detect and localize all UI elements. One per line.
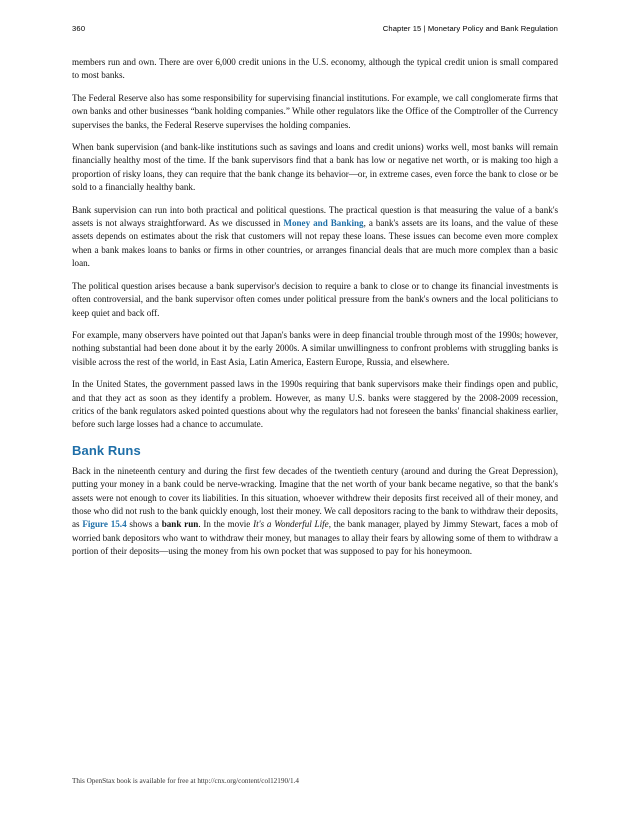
paragraph: In the United States, the government passed laws in the 1990s requiring that bank supervisors make their findings open and public, and that they act as soon as they identify a problem. However, as many U.S. banks were staggered by the 2008-2009 recession, critics of the bank regulators asked pointed questions about why the regulators had not foreseen the banks' financial shakiness earlier, before such large losses had a chance to accumulate. [72,379,558,430]
paragraph: members run and own. There are over 6,000 credit unions in the U.S. economy, although the typical credit union is small compared to most banks. [72,57,558,81]
paragraph: The political question arises because a bank supervisor's decision to require a bank to close or to change its financial investments is often controversial, and the bank supervisor often comes under political pressure from the bank's owners and the local politicians to keep quiet and back off. [72,280,558,318]
key-term-bank-run: bank run [161,519,199,530]
paragraph-text-part: , the bank manager, played by Jimmy Stewart, faces a mob of worried bank depositors who want to withdraw their money, but manages to allay their fears by allowing some of them to withdraw a portion of their deposits—using the money from his own pocket that was supposed to pay for his honeymoon. [72,519,558,557]
paragraph: For example, many observers have pointed out that Japan's banks were in deep financial trouble through most of the 1990s; however, nothing substantial had been done about it by the early 2000s. A similar unwillingness to confront problems with struggling banks is visible across the rest of the world, in East Asia, Latin America, Eastern Europe, Russia, and elsewhere. [72,329,558,367]
figure-15-4-link[interactable]: Figure 15.4 [82,519,127,530]
paragraph: The Federal Reserve also has some responsibility for supervising financial institutions. For example, we call conglomerate firms that own banks and other businesses “bank holding companies.” While other regulators like the Office of the Comptroller of the Currency supervises the banks, the Federal Reserve supervises the holding companies. [72,92,558,130]
chapter-label: Chapter 15 | Monetary Policy and Bank Regulation [382,24,558,33]
page-footer: This OpenStax book is available for free at http://cnx.org/content/col12190/1.4 [72,777,300,785]
paragraph-text-part: . In the movie [198,519,254,530]
paragraph-with-link [72,204,558,271]
money-and-banking-link[interactable]: Money and Banking [283,218,364,229]
paragraph: When bank supervision (and bank-like institutions such as savings and loans and credit unions) works well, most banks will remain financially healthy most of the time. If the bank supervisors find that a bank has low or negative net worth, or is making too high a proportion of risky loans, they can require that the bank change its behavior—or, in extreme cases, even force the bank to close or be sold to a financially healthy bank. [72,142,558,193]
paragraph-text-part: , a bank's assets are its loans, and the value of these assets depends on estimates about the risk that customers will not repay these loans. These issues can become even more complex when a bank makes loans to banks or firms in other countries, or arranges financial deals that are much more complex than a basic loan. [72,218,558,269]
paragraph-bank-runs [72,465,558,559]
movie-title: It's a Wonderful Life [253,519,329,530]
paragraph-text-part: Bank supervision can run into both practical and political questions. The practical question is that measuring the value of a bank's assets is not always straightforward. As we discussed in [72,204,558,229]
paragraph-text-part: shows a [126,519,162,530]
page-content [72,56,558,568]
section-heading-bank-runs: Bank Runs [72,442,141,458]
paragraph-text-part: Back in the nineteenth century and during the first few decades of the twentieth century (around and during the Great Depression), putting your money in a bank could be nerve-wracking. Imagine that the net worth of your bank became negative, so that the bank's assets were not enough to cover its liabilities. In this situation, whoever withdrew their deposits first received all of their money, and those who did not rush to the bank quickly enough, lost their money. We call depositors racing to the bank to withdraw their deposits, as [72,465,558,530]
page-number: 360 [72,24,86,33]
page-header [72,24,558,33]
